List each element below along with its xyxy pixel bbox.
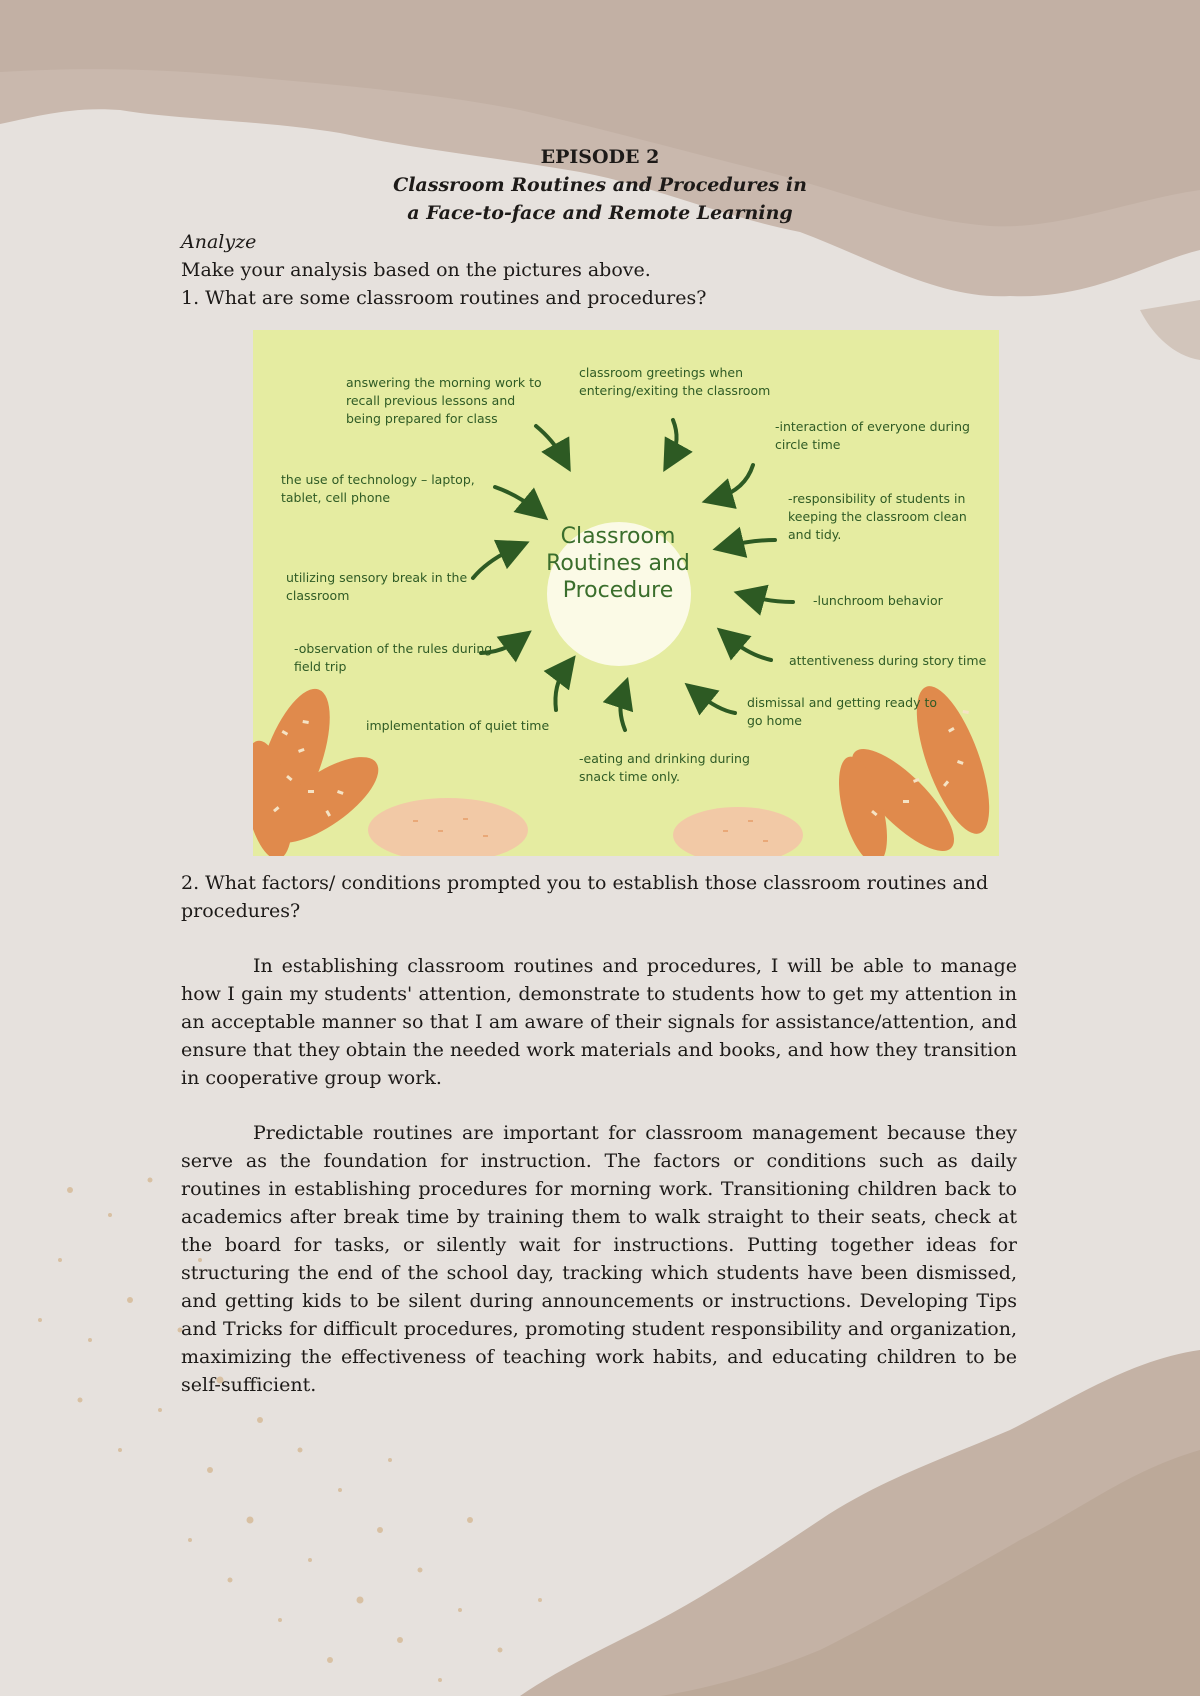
answer-paragraph-1: In establishing classroom routines and procedures, I will be able to manage how I gain my students' attention, demonstrate to students how to get my attention in an acceptable manner so that I am aware of their signals for assistance/attention, and ensure that they obtain the needed work materials and books, and how they transition in cooperative group work. (181, 955, 1017, 1089)
question-1: 1. What are some classroom routines and procedures? (181, 287, 707, 309)
routines-diagram (253, 330, 999, 856)
diagram-item: -interaction of everyone during circle time (775, 419, 970, 452)
diagram-center-title: Classroom Routines and Procedure (546, 524, 690, 603)
diagram-item: classroom greetings when entering/exiting the classroom (579, 365, 771, 398)
episode-subtitle-line2: a Face-to-face and Remote Learning (407, 202, 793, 224)
diagram-item: -observation of the rules during field trip (294, 641, 493, 674)
instruction-text: Make your analysis based on the pictures above. (181, 259, 651, 281)
diagram-item: attentiveness during story time (789, 653, 987, 668)
episode-subtitle-line1: Classroom Routines and Procedures in (393, 174, 807, 196)
diagram-item: implementation of quiet time (366, 718, 550, 733)
diagram-item: the use of technology – laptop, tablet, cell phone (281, 472, 475, 505)
analyze-label: Analyze (181, 231, 257, 253)
diagram-item: -eating and drinking during snack time only. (579, 751, 750, 784)
episode-title: EPISODE 2 (540, 146, 660, 168)
diagram-item: -responsibility of students in keeping the classroom clean and tidy. (788, 491, 967, 542)
diagram-item: dismissal and getting ready to go home (747, 695, 937, 728)
diagram-item: utilizing sensory break in the classroom (286, 570, 468, 603)
question-2: 2. What factors/ conditions prompted you to establish those classroom routines and procedures? (181, 872, 989, 922)
diagram-item: answering the morning work to recall previous lessons and being prepared for class (346, 375, 542, 426)
answer-paragraph-2: Predictable routines are important for classroom management because they serve as the foundation for instruction. The factors or conditions such as daily routines in establishing procedures for morning work. Transitioning children back to academics after break time by training them to walk straight to their seats, check at the board for tasks, or silently wait for instructions. Putting together ideas for structuring the end of the school day, tracking which students have been dismissed, and getting kids to be silent during announcements or instructions. Developing Tips and Tricks for difficult procedures, promoting student responsibility and organization, maximizing the effectiveness of teaching work habits, and educating children to be self-sufficient. (181, 1122, 1017, 1396)
diagram-item: -lunchroom behavior (813, 593, 943, 608)
